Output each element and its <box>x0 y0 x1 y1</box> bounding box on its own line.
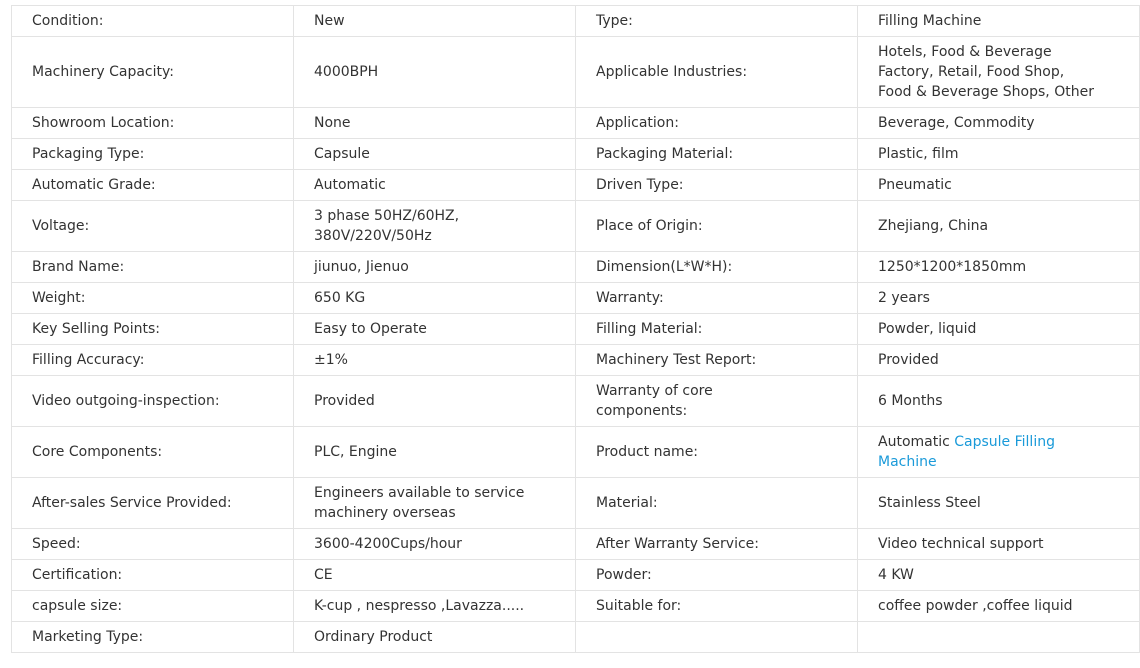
spec-value <box>294 529 576 560</box>
spec-value <box>294 108 576 139</box>
spec-value <box>858 37 1140 108</box>
spec-value-line: coffee powder ,coffee liquid <box>878 598 1073 614</box>
spec-value <box>294 560 576 591</box>
spec-row <box>12 529 1140 560</box>
spec-row <box>12 591 1140 622</box>
spec-row <box>12 6 1140 37</box>
spec-value-line: 650 KG <box>314 290 366 306</box>
spec-value-line: 6 Months <box>878 393 943 409</box>
spec-value <box>294 314 576 345</box>
spec-row <box>12 560 1140 591</box>
spec-value <box>294 201 576 252</box>
spec-value <box>858 345 1140 376</box>
capsule-filling-machine-link[interactable]: Machine <box>878 454 937 470</box>
spec-row <box>12 314 1140 345</box>
spec-row <box>12 376 1140 427</box>
spec-value-line: 3600-4200Cups/hour <box>314 536 462 552</box>
spec-value <box>858 622 1140 653</box>
spec-label: Dimension(L*W*H): <box>576 252 858 283</box>
spec-value <box>858 139 1140 170</box>
spec-label: Material: <box>576 478 858 529</box>
spec-label: Video outgoing-inspection: <box>12 376 294 427</box>
spec-value <box>858 314 1140 345</box>
specifications-body <box>12 6 1140 653</box>
spec-value-line: Zhejiang, China <box>878 218 989 234</box>
spec-value-line: None <box>314 115 351 131</box>
spec-value <box>294 37 576 108</box>
spec-row <box>12 345 1140 376</box>
spec-value <box>858 478 1140 529</box>
spec-value <box>294 478 576 529</box>
spec-label: Automatic Grade: <box>12 170 294 201</box>
spec-value-line: ±1% <box>314 352 348 368</box>
spec-value <box>294 6 576 37</box>
specifications-table <box>11 5 1140 653</box>
spec-label: Packaging Type: <box>12 139 294 170</box>
spec-value <box>294 252 576 283</box>
spec-value <box>858 252 1140 283</box>
spec-label: Product name: <box>576 427 858 478</box>
spec-value-line: CE <box>314 567 333 583</box>
spec-label: Brand Name: <box>12 252 294 283</box>
spec-value <box>858 591 1140 622</box>
spec-label: Applicable Industries: <box>576 37 858 108</box>
spec-row <box>12 622 1140 653</box>
spec-value-line: Stainless Steel <box>878 495 981 511</box>
spec-value-line: Powder, liquid <box>878 321 977 337</box>
spec-value-line: Hotels, Food & Beverage <box>878 44 1052 60</box>
product-name-line <box>878 452 1131 472</box>
spec-row <box>12 201 1140 252</box>
spec-value <box>858 6 1140 37</box>
spec-label: Voltage: <box>12 201 294 252</box>
spec-value <box>294 427 576 478</box>
spec-label: capsule size: <box>12 591 294 622</box>
spec-label: After Warranty Service: <box>576 529 858 560</box>
spec-value <box>294 170 576 201</box>
spec-label: Certification: <box>12 560 294 591</box>
spec-row <box>12 139 1140 170</box>
spec-label: Filling Accuracy: <box>12 345 294 376</box>
spec-value <box>294 139 576 170</box>
spec-label: Place of Origin: <box>576 201 858 252</box>
spec-label: Driven Type: <box>576 170 858 201</box>
spec-value-line: 1250*1200*1850mm <box>878 259 1027 275</box>
spec-label: Suitable for: <box>576 591 858 622</box>
spec-label: Warranty: <box>576 283 858 314</box>
spec-value <box>858 170 1140 201</box>
spec-value <box>858 427 1140 478</box>
spec-value-line: Factory, Retail, Food Shop, <box>878 64 1065 80</box>
spec-row <box>12 283 1140 314</box>
spec-label: Machinery Capacity: <box>12 37 294 108</box>
spec-value-line: 2 years <box>878 290 930 306</box>
spec-value-line: 4000BPH <box>314 64 379 80</box>
spec-label: Filling Material: <box>576 314 858 345</box>
spec-label: Type: <box>576 6 858 37</box>
spec-label: Core Components: <box>12 427 294 478</box>
spec-label: Key Selling Points: <box>12 314 294 345</box>
spec-row <box>12 108 1140 139</box>
spec-value-line: Automatic <box>314 177 386 193</box>
spec-label-line: Warranty of core <box>596 383 713 399</box>
spec-value-line: Ordinary Product <box>314 629 433 645</box>
spec-value-line: machinery overseas <box>314 505 456 521</box>
spec-value-line: Filling Machine <box>878 13 982 29</box>
spec-label: Application: <box>576 108 858 139</box>
spec-value <box>294 345 576 376</box>
spec-label: Showroom Location: <box>12 108 294 139</box>
spec-value-line: Engineers available to service <box>314 485 525 501</box>
spec-value <box>294 622 576 653</box>
spec-value-line: Provided <box>314 393 375 409</box>
spec-row <box>12 170 1140 201</box>
spec-value <box>294 376 576 427</box>
spec-label: Speed: <box>12 529 294 560</box>
capsule-filling-machine-link[interactable]: Capsule Filling <box>954 434 1055 450</box>
spec-label: Marketing Type: <box>12 622 294 653</box>
spec-label: After-sales Service Provided: <box>12 478 294 529</box>
spec-value-line: 380V/220V/50Hz <box>314 228 432 244</box>
spec-value-line: PLC, Engine <box>314 444 397 460</box>
spec-value <box>858 108 1140 139</box>
product-name-line <box>878 432 1131 452</box>
spec-value-line: New <box>314 13 345 29</box>
spec-label <box>576 622 858 653</box>
spec-value-line: Capsule <box>314 146 370 162</box>
spec-label: Packaging Material: <box>576 139 858 170</box>
spec-value-line: Food & Beverage Shops, Other <box>878 84 1094 100</box>
spec-row <box>12 252 1140 283</box>
spec-value <box>858 201 1140 252</box>
spec-value <box>294 283 576 314</box>
spec-value-line: Video technical support <box>878 536 1044 552</box>
spec-value <box>294 591 576 622</box>
spec-label-line: components: <box>596 403 688 419</box>
spec-value-line: Pneumatic <box>878 177 952 193</box>
spec-value-line: Easy to Operate <box>314 321 427 337</box>
spec-row <box>12 478 1140 529</box>
spec-value <box>858 376 1140 427</box>
spec-label: Condition: <box>12 6 294 37</box>
spec-label: Weight: <box>12 283 294 314</box>
spec-value-line: Provided <box>878 352 939 368</box>
spec-row <box>12 37 1140 108</box>
spec-value-line: 4 KW <box>878 567 914 583</box>
spec-value-line: Beverage, Commodity <box>878 115 1035 131</box>
spec-value-line: Plastic, film <box>878 146 959 162</box>
spec-value-line: K-cup , nespresso ,Lavazza..... <box>314 598 525 614</box>
spec-label <box>576 376 858 427</box>
product-name-prefix: Automatic <box>878 434 955 450</box>
spec-value <box>858 283 1140 314</box>
spec-value <box>858 529 1140 560</box>
spec-label: Machinery Test Report: <box>576 345 858 376</box>
spec-value <box>858 560 1140 591</box>
spec-value-line: jiunuo, Jienuo <box>314 259 409 275</box>
spec-label: Powder: <box>576 560 858 591</box>
spec-row <box>12 427 1140 478</box>
spec-value-line: 3 phase 50HZ/60HZ, <box>314 208 460 224</box>
